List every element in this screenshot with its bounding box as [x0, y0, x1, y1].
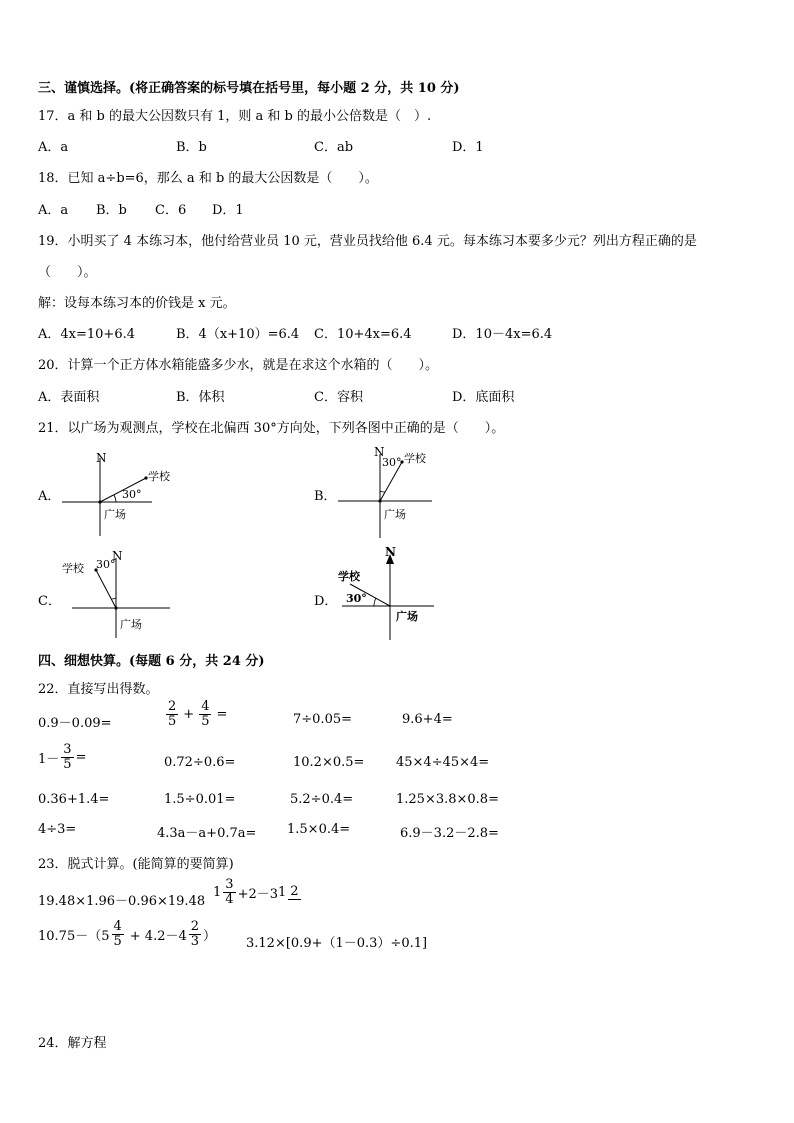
- q22-item: 5.2÷0.4=: [290, 792, 354, 807]
- q17-option-a[interactable]: A．a: [38, 140, 69, 155]
- q23-expression-3: 10.75－（5 $\frac{4}{5}$ + 4.2－4 $\frac{2}{3}$ ）: [38, 919, 217, 950]
- school-label: 学校: [148, 470, 170, 483]
- q22-item: 0.36+1.4=: [38, 792, 110, 807]
- q21-option-c-label[interactable]: C．: [38, 594, 61, 609]
- q20-option-d[interactable]: D．底面积: [452, 390, 515, 405]
- plaza-label: 广场: [104, 508, 126, 521]
- q17-option-c[interactable]: C．ab: [314, 140, 354, 155]
- q18-option-b[interactable]: B．b: [96, 203, 127, 218]
- q24-title: 24．解方程: [38, 1036, 107, 1051]
- q20-option-c[interactable]: C．容积: [314, 390, 363, 405]
- q19-option-b[interactable]: B．4（x+10）=6.4: [176, 327, 300, 342]
- q21-option-a-label[interactable]: A．: [38, 489, 61, 504]
- q22-item: 1.5÷0.01=: [164, 792, 236, 807]
- north-label: N: [374, 445, 385, 459]
- school-label: 学校: [338, 570, 360, 583]
- q18-text: 18．已知 a÷b=6，那么 a 和 b 的最大公因数是（ ）。: [38, 171, 378, 186]
- q20-option-b[interactable]: B．体积: [176, 390, 225, 405]
- q22-title: 22．直接写出得数。: [38, 682, 159, 697]
- school-label: 学校: [62, 562, 84, 575]
- q18-option-c[interactable]: C．6: [155, 203, 187, 218]
- plaza-label: 广场: [396, 610, 418, 623]
- q22-item: 4÷3=: [38, 822, 77, 837]
- q22-item: 1.5×0.4=: [287, 822, 351, 837]
- q19-text: 19．小明买了 4 本练习本，他付给营业员 10 元，营业员找给他 6.4 元。每本练习本要多少元？列出方程正确的是: [38, 234, 697, 249]
- section3-heading: 三、谨慎选择。(将正确答案的标号填在括号里，每小题 2 分，共 10 分): [38, 81, 460, 96]
- q20-option-a[interactable]: A．表面积: [38, 390, 100, 405]
- q23-expression-4: 3.12×[0.9+（1－0.3）÷0.1]: [246, 936, 428, 951]
- q21-text: 21．以广场为观测点，学校在北偏西 30°方向处，下列各图中正确的是（ ）。: [38, 421, 505, 436]
- q21-diagram-c: [58, 546, 178, 642]
- q19-option-d[interactable]: D．10－4x=6.4: [452, 327, 553, 342]
- q21-diagram-b: [334, 442, 444, 542]
- q23-expression-2: 1 $\frac{3}{4}$ +2－3 1 2: [213, 877, 299, 908]
- q18-option-d[interactable]: D．1: [212, 203, 244, 218]
- q18-option-a[interactable]: A．a: [38, 203, 69, 218]
- q22-item: 0.9－0.09=: [38, 716, 112, 731]
- north-label: N: [112, 549, 123, 563]
- q21-option-d-label[interactable]: D．: [314, 594, 338, 609]
- plaza-label: 广场: [384, 508, 406, 521]
- q21-diagram-d: [334, 544, 444, 642]
- q17-option-b[interactable]: B．b: [176, 140, 207, 155]
- north-label: N: [96, 451, 107, 465]
- q22-item: 10.2×0.5=: [293, 755, 365, 770]
- q22-fraction-item: $\frac{2}{5}$ + $\frac{4}{5}$ =: [168, 699, 228, 730]
- angle-label: 30°: [96, 558, 116, 571]
- q21-option-b-label[interactable]: B．: [314, 489, 337, 504]
- q21-diagram-a: [58, 446, 188, 542]
- q19-solution: 解：设每本练习本的价钱是 x 元。: [38, 296, 236, 311]
- q23-title: 23．脱式计算。(能简算的要简算): [38, 857, 234, 872]
- angle-label: 30°: [382, 456, 402, 469]
- section4-heading: 四、细想快算。(每题 6 分，共 24 分): [38, 654, 265, 669]
- north-label: N: [385, 545, 396, 559]
- q22-item: 7÷0.05=: [293, 712, 353, 727]
- angle-label: 30°: [346, 592, 367, 605]
- q23-expression-1: 19.48×1.96－0.96×19.48: [38, 894, 206, 909]
- q19-option-a[interactable]: A．4x=10+6.4: [38, 327, 135, 342]
- angle-label: 30°: [122, 488, 142, 501]
- q22-item: 0.72÷0.6=: [164, 755, 236, 770]
- school-label: 学校: [404, 452, 426, 465]
- q20-text: 20．计算一个正方体水箱能盛多少水，就是在求这个水箱的（ ）。: [38, 358, 439, 373]
- q19-text-cont: （ ）。: [38, 265, 97, 280]
- q19-option-c[interactable]: C．10+4x=6.4: [314, 327, 412, 342]
- q22-item: 1.25×3.8×0.8=: [396, 792, 499, 807]
- q22-item: 9.6+4=: [402, 712, 453, 727]
- q22-fraction-item: 1－ $\frac{3}{5}$ =: [38, 742, 87, 773]
- q22-item: 45×4÷45×4=: [396, 755, 490, 770]
- q22-item: 4.3a－a+0.7a=: [157, 826, 257, 841]
- q22-item: 6.9－3.2－2.8=: [400, 826, 499, 841]
- q17-text: 17．a 和 b 的最大公因数只有 1，则 a 和 b 的最小公倍数是（ ）.: [38, 109, 432, 124]
- q17-option-d[interactable]: D．1: [452, 140, 484, 155]
- plaza-label: 广场: [120, 618, 142, 631]
